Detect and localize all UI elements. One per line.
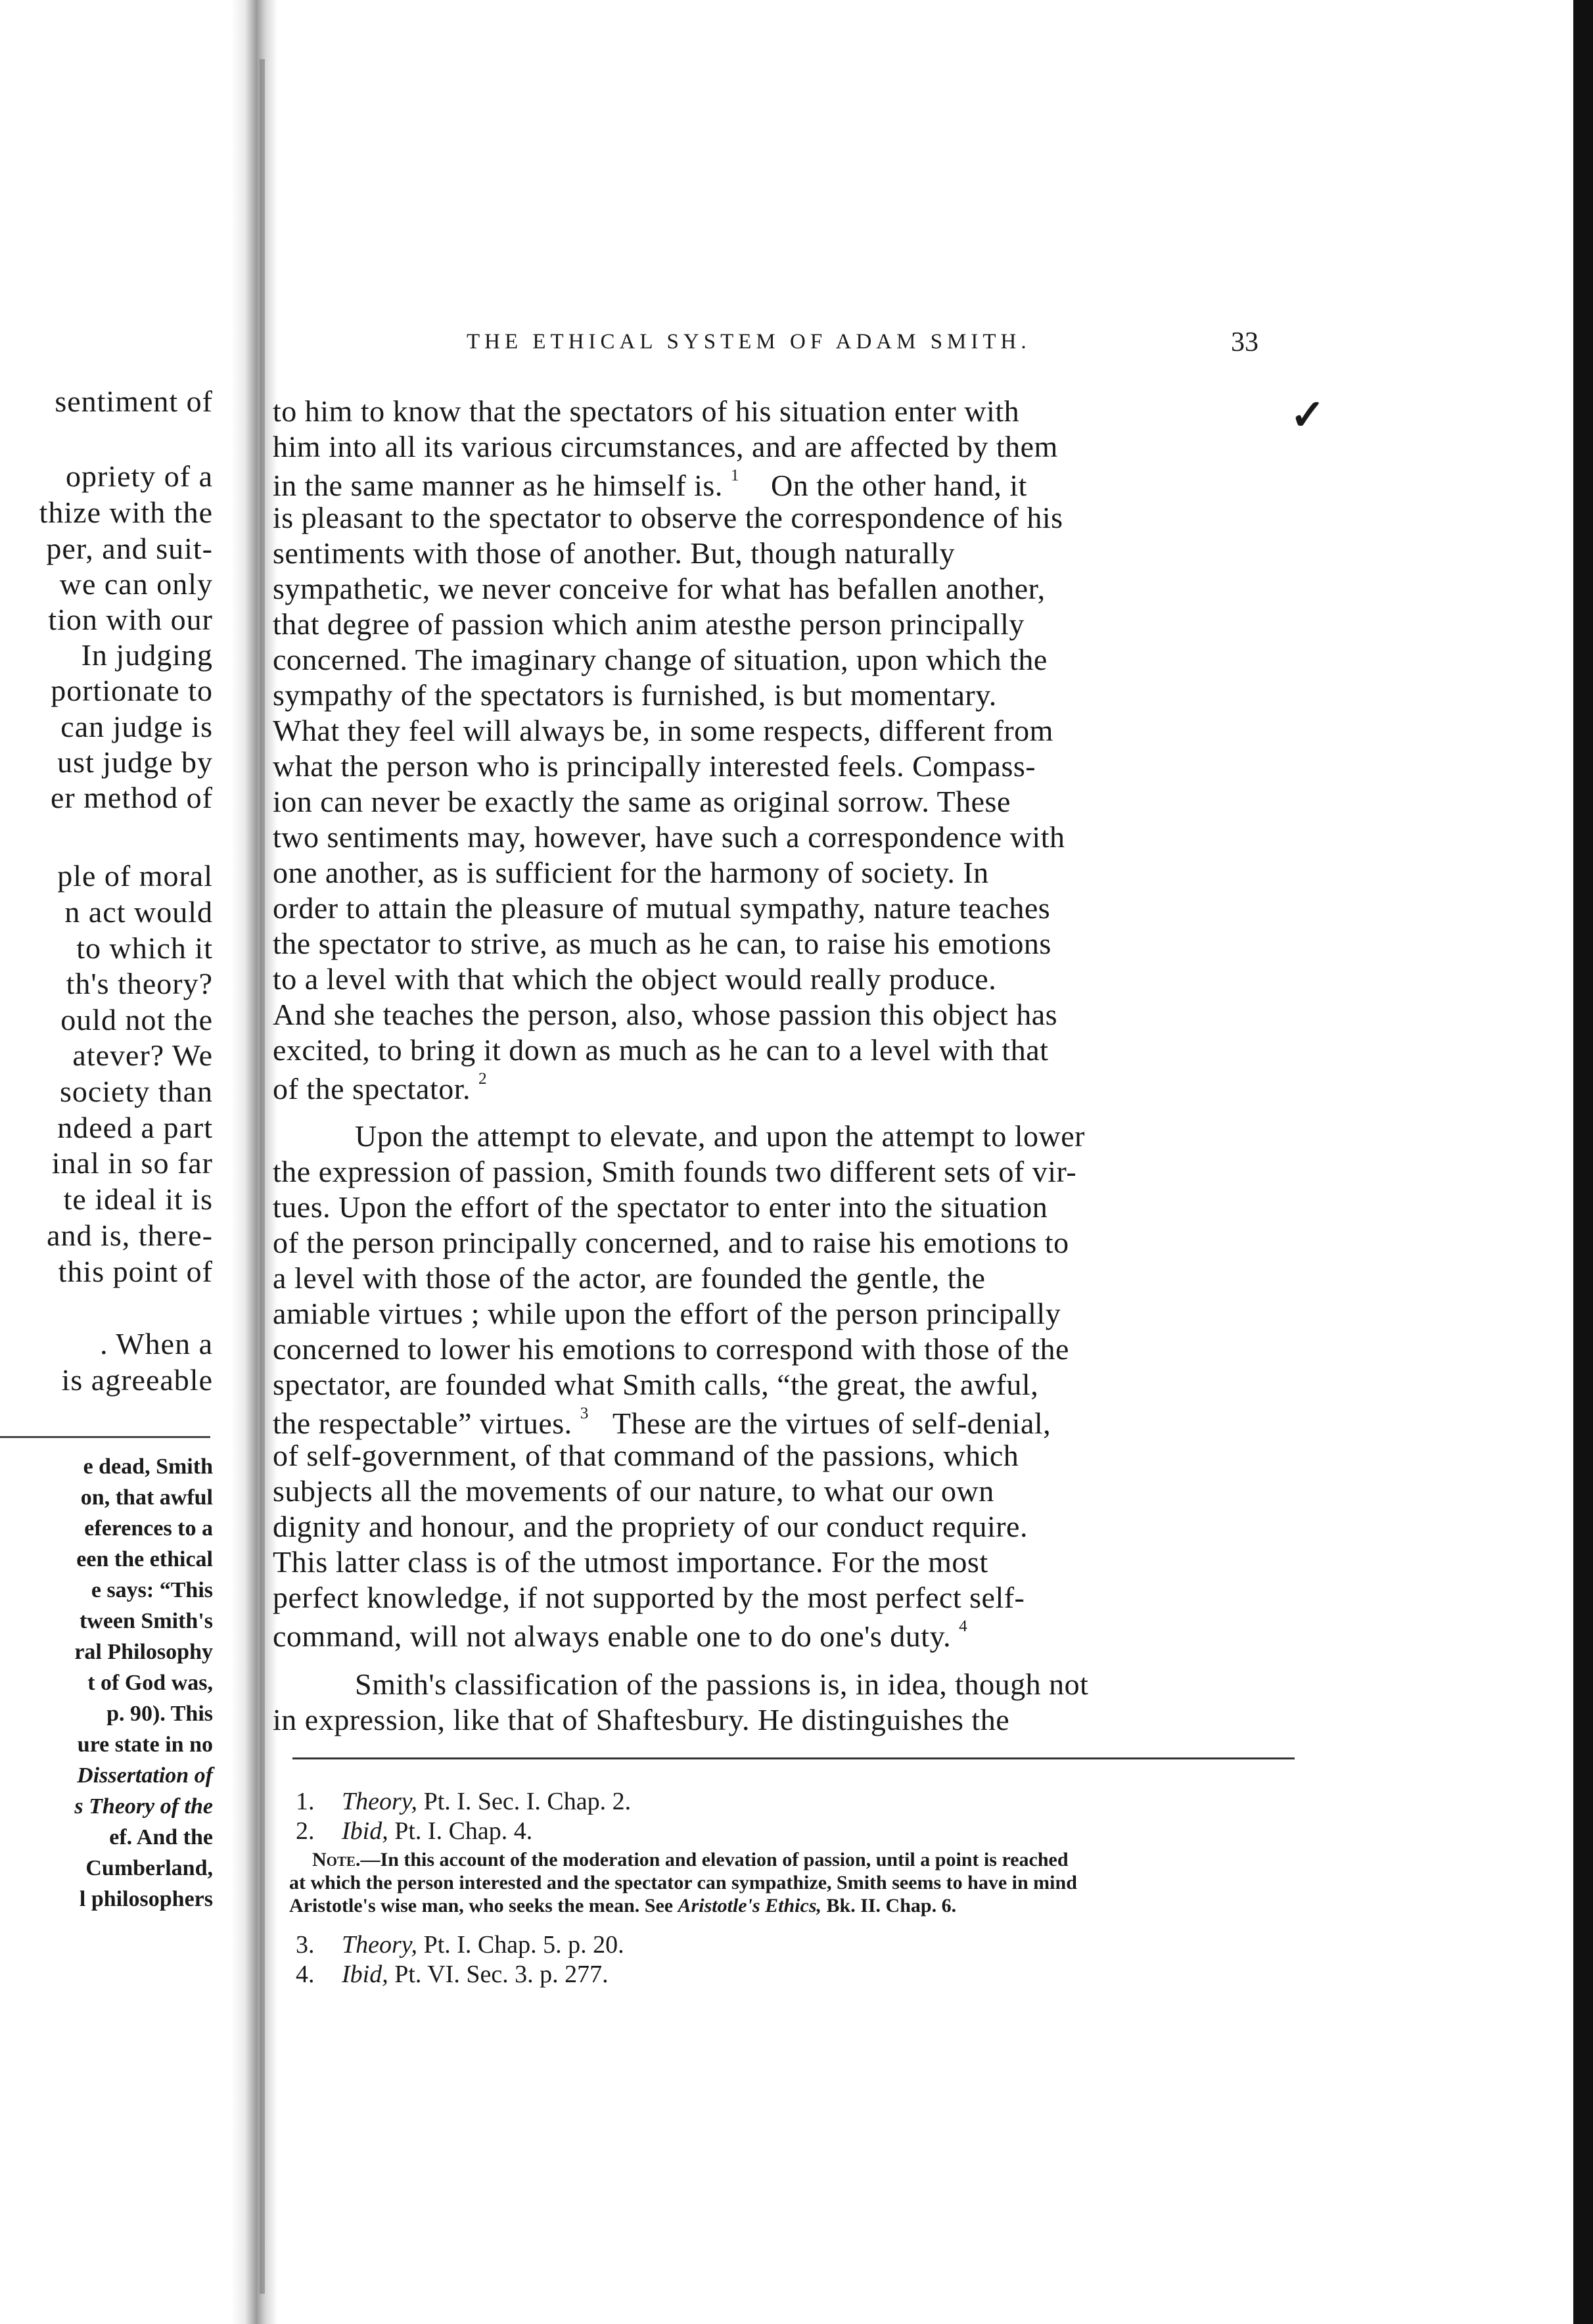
left-line: per, and suit- — [46, 532, 213, 565]
footnote-ref: 3 — [580, 1404, 589, 1422]
left-line: In judging — [81, 638, 213, 672]
body-line: one another, as is sufficient for the harmony of society. In — [273, 856, 989, 889]
left-line: to which it — [76, 931, 213, 965]
left-line: ust judge by — [57, 745, 213, 779]
body-line: that degree of passion which anim atesthe person principally — [273, 607, 1025, 641]
body-line: of the person principally concerned, and to raise his emotions to — [273, 1226, 1069, 1259]
body-line — [273, 1405, 1291, 1439]
footnote-text: Pt. VI. Sec. 3. p. 277. — [394, 1961, 609, 1988]
body-line: the expression of passion, Smith founds two different sets of vir- — [273, 1155, 1077, 1188]
left-line: inal in so far — [51, 1146, 213, 1180]
body-line: concerned. The imaginary change of situation, upon which the — [273, 643, 1048, 676]
body-line: is pleasant to the spectator to observe the correspondence of his — [273, 501, 1063, 534]
note-text: —In this account of the moderation and elevation of passion, until a point is reached — [360, 1849, 1069, 1871]
footnote-work: Theory, — [342, 1788, 418, 1815]
footnote-text: Pt. I. Chap. 4. — [394, 1817, 533, 1845]
body-line: This latter class is of the utmost importance. For the most — [273, 1545, 988, 1579]
footnote-ref: 2 — [478, 1069, 488, 1088]
left-note-line: s Theory of the — [74, 1794, 213, 1819]
footnote-ref: 4 — [959, 1617, 968, 1635]
body-line: sentiments with those of another. But, though naturally — [273, 536, 956, 570]
body-line: two sentiments may, however, have such a correspondence with — [273, 820, 1065, 854]
body-text: command, will not always enable one to do one's duty. — [273, 1619, 952, 1653]
body-line: what the person who is principally interested feels. Compass- — [273, 749, 1036, 783]
left-line: this point of — [58, 1255, 213, 1288]
left-line: society than — [60, 1075, 213, 1108]
footnote-number: 2. — [296, 1817, 315, 1845]
left-line: is agreeable — [61, 1363, 213, 1397]
left-note-line: Dissertation of — [77, 1763, 213, 1788]
left-line: tion with our — [48, 603, 213, 636]
left-note-line: ure state in no — [77, 1732, 213, 1757]
scan-edge — [1573, 0, 1593, 2324]
note-label: Note. — [312, 1849, 361, 1871]
body-line — [273, 467, 1291, 501]
page-number: 33 — [1231, 327, 1258, 358]
body-text: These are the virtues of self-denial, — [612, 1406, 1051, 1440]
footnote-rule — [292, 1757, 1295, 1759]
left-line: sentiment of — [55, 384, 213, 418]
left-note-line: p. 90). This — [106, 1702, 213, 1726]
body-line: excited, to bring it down as much as he can to a level with that — [273, 1033, 1049, 1067]
left-note-line: l philosophers — [79, 1887, 213, 1911]
footnote-text: Pt. I. Sec. I. Chap. 2. — [423, 1788, 632, 1815]
body-line: concerned to lower his emotions to correspond with those of the — [273, 1332, 1069, 1366]
body-line: him into all its various circumstances, and are affected by them — [273, 430, 1058, 463]
body-text: On the other hand, it — [770, 468, 1027, 502]
left-line: atever? We — [72, 1038, 213, 1072]
footnote-number: 3. — [296, 1931, 315, 1959]
left-note-line: e says: “This — [91, 1578, 213, 1602]
body-line: amiable virtues ; while upon the effort of the person principally — [273, 1297, 1061, 1330]
note-work: Aristotle's Ethics, — [678, 1895, 821, 1917]
footnote-item — [296, 1962, 609, 1987]
body-line: perfect knowledge, if not supported by the most perfect self- — [273, 1581, 1025, 1614]
body-line — [273, 1618, 1291, 1652]
body-line: dignity and honour, and the propriety of our conduct require. — [273, 1510, 1028, 1543]
body-line: And she teaches the person, also, whose passion this object has — [273, 998, 1058, 1031]
footnote-number: 4. — [296, 1961, 315, 1988]
left-line: th's theory? — [66, 967, 213, 1000]
left-note-line: Cumberland, — [85, 1856, 213, 1880]
body-line: of self-government, of that command of the passions, which — [273, 1439, 1019, 1472]
footnote-work: Ibid, — [342, 1817, 388, 1845]
body-text: of the spectator. — [273, 1071, 471, 1105]
footnote-item — [296, 1789, 631, 1814]
body-line: spectator, are founded what Smith calls, “the great, the awful, — [273, 1368, 1039, 1401]
left-footnote-rule — [0, 1436, 210, 1438]
left-line: er method of — [50, 781, 213, 814]
body-line: Smith's classification of the passions is, in idea, though not — [355, 1667, 1089, 1701]
body-line — [273, 1071, 1291, 1104]
footnote-ref: 1 — [730, 466, 739, 484]
left-line: portionate to — [51, 674, 213, 707]
book-gutter — [231, 0, 277, 2324]
note-line — [289, 1896, 956, 1916]
left-line: n act would — [64, 895, 213, 929]
left-line: we can only — [59, 567, 213, 601]
body-line: the spectator to strive, as much as he can, to raise his emotions — [273, 927, 1051, 960]
body-line: tues. Upon the effort of the spectator to enter into the situation — [273, 1190, 1048, 1224]
left-line: opriety of a — [65, 459, 213, 493]
left-line: and is, there- — [47, 1219, 213, 1252]
handwritten-check-icon: ✓ — [1290, 392, 1326, 438]
footnote-work: Theory, — [342, 1931, 418, 1959]
gutter-shadow — [260, 59, 265, 2294]
body-text: the respectable” virtues. — [273, 1406, 572, 1440]
footnote-item — [296, 1932, 624, 1957]
note-text: Bk. II. Chap. 6. — [826, 1895, 957, 1917]
body-line: Upon the attempt to elevate, and upon the attempt to lower — [355, 1119, 1085, 1153]
footnote-number: 1. — [296, 1788, 315, 1815]
left-line: thize with the — [39, 496, 213, 529]
left-note-line: ral Philosophy — [74, 1640, 213, 1664]
left-page — [0, 0, 231, 2324]
body-line: to a level with that which the object would really produce. — [273, 962, 997, 996]
note-line — [312, 1850, 1069, 1870]
body-line: ion can never be exactly the same as original sorrow. These — [273, 785, 1011, 818]
note-text: Aristotle's wise man, who seeks the mean. See — [289, 1895, 674, 1917]
left-note-line: on, that awful — [80, 1485, 213, 1510]
body-line: order to attain the pleasure of mutual sympathy, nature teaches — [273, 891, 1051, 925]
left-line: ndeed a part — [57, 1111, 213, 1144]
footnote-text: Pt. I. Chap. 5. p. 20. — [423, 1931, 624, 1959]
left-note-line: eferences to a — [84, 1516, 213, 1541]
left-line: can judge is — [60, 710, 213, 743]
body-line: What they feel will always be, in some respects, different from — [273, 714, 1053, 747]
body-line: in expression, like that of Shaftesbury. He distinguishes the — [273, 1703, 1010, 1736]
body-line: sympathy of the spectators is furnished, is but momentary. — [273, 678, 997, 712]
body-line: subjects all the movements of our nature, to what our own — [273, 1474, 994, 1508]
left-note-line: ef. And the — [109, 1825, 213, 1849]
left-line: ple of moral — [57, 859, 213, 893]
footnote-work: Ibid, — [342, 1961, 388, 1988]
body-text: in the same manner as he himself is. — [273, 468, 723, 502]
left-line: . When a — [100, 1327, 213, 1360]
left-note-line: e dead, Smith — [83, 1454, 213, 1479]
left-line: te ideal it is — [63, 1182, 213, 1216]
note-line: at which the person interested and the spectator can sympathize, Smith seems to have in mind — [289, 1872, 1077, 1894]
left-note-line: een the ethical — [76, 1547, 213, 1571]
left-note-line: tween Smith's — [79, 1609, 213, 1633]
running-head: THE ETHICAL SYSTEM OF ADAM SMITH. — [467, 330, 1031, 354]
left-line: ould not the — [60, 1003, 213, 1036]
footnote-item — [296, 1819, 532, 1844]
body-line: to him to know that the spectators of his situation enter with — [273, 394, 1020, 428]
body-line: sympathetic, we never conceive for what has befallen another, — [273, 572, 1046, 605]
left-note-line: t of God was, — [87, 1671, 213, 1695]
body-line: a level with those of the actor, are founded the gentle, the — [273, 1261, 986, 1295]
